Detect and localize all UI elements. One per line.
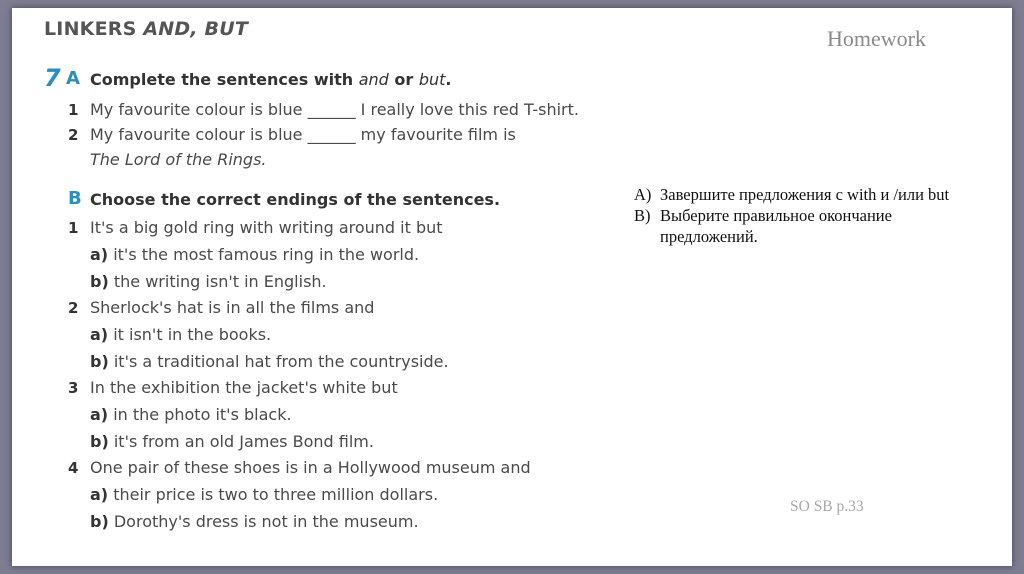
russian-note-b — [634, 205, 964, 247]
part-a-letter: A — [66, 68, 80, 89]
option-b: b) Dorothy's dress is not in the museum. — [90, 512, 419, 531]
sentence-stem: It's a big gold ring with writing around it but — [90, 218, 443, 237]
page-title: LINKERS AND, BUT — [44, 18, 248, 40]
slide — [12, 8, 1012, 566]
sentence-stem: One pair of these shoes is in a Hollywood museum and — [90, 458, 531, 477]
item-number: 1 — [68, 219, 79, 237]
sentence-stem: Sherlock's hat is in all the films and — [90, 298, 375, 317]
item-number: 2 — [68, 126, 79, 144]
option-b: b) the writing isn't in English. — [90, 272, 327, 291]
item-number: 4 — [68, 459, 79, 477]
sentence-stem: In the exhibition the jacket's white but — [90, 378, 398, 397]
page-reference: SO SB p.33 — [790, 498, 864, 515]
item-number: 1 — [68, 101, 79, 119]
option-a: a) in the photo it's black. — [90, 405, 292, 424]
note-label: B) — [634, 206, 651, 225]
russian-note-a — [634, 184, 964, 205]
part-b-letter: B — [68, 188, 82, 209]
exercise-number: 7 — [44, 64, 61, 92]
sentence: My favourite colour is blue ______ I really love this red T-shirt. — [90, 100, 579, 119]
option-a: a) it's the most famous ring in the world. — [90, 245, 420, 264]
option-a: a) it isn't in the books. — [90, 325, 272, 344]
homework-label: Homework — [827, 26, 926, 51]
note-text: Выберите правильное окончание предложений. — [660, 206, 892, 246]
item-number: 2 — [68, 299, 79, 317]
note-label: A) — [634, 185, 652, 204]
sentence-continuation: The Lord of the Rings. — [90, 150, 267, 169]
note-text: Завершите предложения с with и /или but — [660, 185, 950, 204]
part-a-instruction: Complete the sentences with and or but. — [90, 70, 452, 89]
part-b-instruction: Choose the correct endings of the sentences. — [90, 190, 501, 209]
option-b: b) it's a traditional hat from the countryside. — [90, 352, 449, 371]
option-a: a) their price is two to three million dollars. — [90, 485, 439, 504]
russian-instructions — [634, 184, 964, 247]
sentence: My favourite colour is blue ______ my favourite film is — [90, 125, 516, 144]
item-number: 3 — [68, 379, 79, 397]
option-b: b) it's from an old James Bond film. — [90, 432, 374, 451]
